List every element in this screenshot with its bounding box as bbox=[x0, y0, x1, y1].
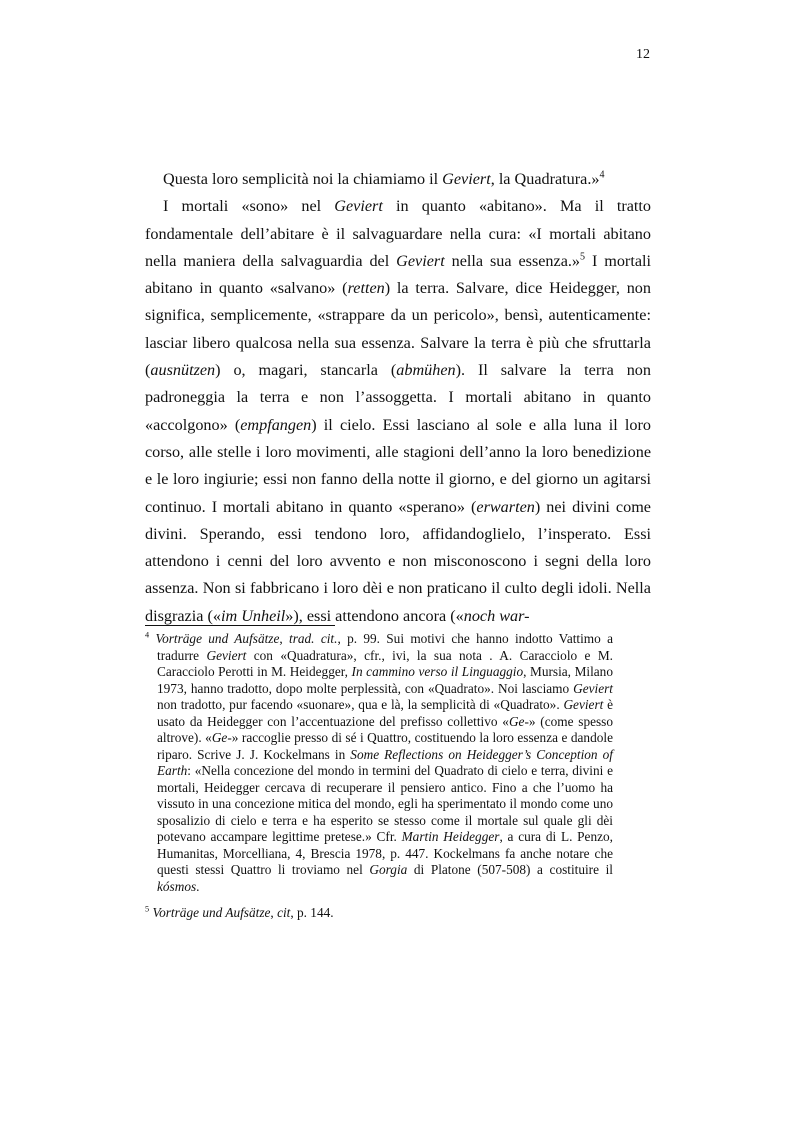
text-run: , p. 144. bbox=[290, 905, 334, 920]
italic-text: abmühen bbox=[396, 361, 456, 380]
text-run: con «Quadratura», cfr., ivi, la sua nota . A. Caracciolo e M. Caracciolo Perotti in M. Heidegger, bbox=[157, 647, 613, 679]
page-number: 12 bbox=[636, 47, 650, 62]
italic-text: Vorträge und Aufsätze bbox=[155, 631, 280, 646]
text-run: » raccoglie presso di sé i Quattro, costituendo la loro essenza e dandole riparo. Scrive J. J. Kockelmans in bbox=[157, 730, 613, 762]
italic-text: Geviert bbox=[206, 647, 247, 663]
italic-text: Geviert bbox=[573, 680, 613, 696]
main-text bbox=[145, 166, 651, 630]
text-run: ). Il salvare la terra non padroneggia la terra e non l’assoggetta. I mortali abitano in quanto «accolgono» ( bbox=[145, 361, 651, 434]
italic-text: trad. cit. bbox=[289, 631, 338, 646]
italic-text: Some Reflections on Heidegger’s Conception of Earth bbox=[157, 746, 613, 778]
text-run: , bbox=[279, 631, 290, 646]
body-paragraph bbox=[145, 193, 651, 630]
italic-text: ausnützen bbox=[150, 361, 216, 380]
text-run: , bbox=[270, 905, 278, 920]
text-run: Questa loro semplicità noi la chiamiamo il bbox=[163, 170, 443, 188]
text-run: : «Nella concezione del mondo in termini del Quadrato di cielo e terra, divini e mortali, Heidegger cercava di recuperare il pensiero antico. Fino a che l’uomo ha vissuto in una concezione mitica del mondo, egli ha sperimentato il mondo come uno sposalizio di cielo e terra e ha esperito se stesso come il mortale sul quale gli dèi potevano accampare legittime pretese.» Cfr. bbox=[157, 763, 613, 844]
italic-text: cit bbox=[277, 905, 291, 920]
text-run: di Platone (507-508) a costituire il bbox=[407, 862, 613, 877]
footnote-ref: 4 bbox=[145, 630, 150, 640]
text-run: nella sua essenza.» bbox=[444, 251, 581, 270]
footnote-5 bbox=[145, 905, 613, 922]
text-run: in quanto «abitano». Ma il tratto fondamentale dell’abitare è il salvaguardare nella cura: «I mortali abitano nella maniera della salvaguardia del bbox=[145, 197, 652, 270]
italic-text: im Unheil bbox=[220, 606, 286, 625]
italic-text: Geviert bbox=[396, 251, 445, 270]
italic-text: In cammino verso il Linguaggio bbox=[351, 664, 524, 679]
text-run: . bbox=[196, 878, 200, 894]
text-run: I mortali abitano in quanto «salvano» ( bbox=[145, 251, 651, 298]
italic-text: retten bbox=[347, 279, 385, 298]
italic-text: Martin Heidegger bbox=[401, 829, 500, 844]
text-run: , p. 99. Sui motivi che hanno indotto Vattimo a tradurre bbox=[157, 631, 614, 663]
footnote-ref: 5 bbox=[580, 251, 586, 263]
italic-text: Geviert bbox=[334, 197, 383, 216]
italic-text: Ge- bbox=[211, 730, 232, 745]
text-run: » (come spesso altrove). « bbox=[157, 713, 613, 745]
text-run: I mortali «sono» nel bbox=[163, 197, 335, 216]
italic-text: kósmos bbox=[157, 878, 197, 894]
footnote-4 bbox=[145, 631, 613, 895]
italic-text: noch war- bbox=[463, 606, 530, 625]
text-run: ) o, magari, stancarla ( bbox=[215, 361, 397, 380]
text-run: è usato da Heidegger con l’accentuazione del prefisso collettivo « bbox=[157, 697, 613, 729]
italic-text: Geviert bbox=[442, 170, 491, 188]
italic-text: Gorgia bbox=[369, 862, 408, 877]
body-paragraph bbox=[145, 166, 651, 193]
text-run: non tradotto, pur facendo «suonare», qua e là, la semplicità di «Quadrato». bbox=[157, 697, 564, 712]
text-run: , a cura di L. Penzo, Humanitas, Morcelliana, 4, Brescia 1978, p. 447. Kockelmans fa anche notare che questi stessi Quattro li troviamo nel bbox=[157, 829, 613, 877]
italic-text: empfangen bbox=[240, 415, 312, 434]
italic-text: Ge- bbox=[508, 713, 529, 729]
footnote-separator bbox=[145, 625, 335, 626]
text-run: ) il cielo. Essi lasciano al sole e alla luna il loro corso, alle stelle i loro movimenti, alle stagioni dell’anno la loro benedizione e le loro ingiurie; essi non fanno della notte il giorno, e del giorno un agitarsi continuo. I mortali abitano in quanto «sperano» ( bbox=[145, 415, 651, 516]
footnotes bbox=[145, 631, 613, 922]
italic-text: Geviert bbox=[563, 697, 604, 712]
text-run: ) nei divini come divini. Sperando, essi tendono loro, affidandoglielo, l’insperato. Essi attendono i cenni del loro avvento e non misconoscono i segni della loro assenza. Non si fabbricano i loro dèi e non praticano il culto degli idoli. Nella disgrazia (« bbox=[145, 497, 651, 625]
text-run: »), essi attendono ancora (« bbox=[285, 606, 464, 625]
footnote-ref: 5 bbox=[145, 904, 150, 914]
italic-text: erwarten bbox=[476, 497, 535, 516]
text-run: , Mursia, Milano 1973, hanno tradotto, dopo molte perplessità, con «Quadrato». Noi lasciamo bbox=[157, 664, 613, 696]
footnote-ref: 4 bbox=[599, 169, 605, 181]
italic-text: Vorträge und Aufsätze bbox=[152, 905, 271, 920]
text-run: , la Quadratura.» bbox=[490, 170, 600, 188]
text-run: ) la terra. Salvare, dice Heidegger, non significa, semplicemente, «strappare da un pericolo», bensì, autenticamente: lasciar libero qualcosa nella sua essenza. Salvare la terra è più che sfruttarla ( bbox=[145, 279, 651, 380]
